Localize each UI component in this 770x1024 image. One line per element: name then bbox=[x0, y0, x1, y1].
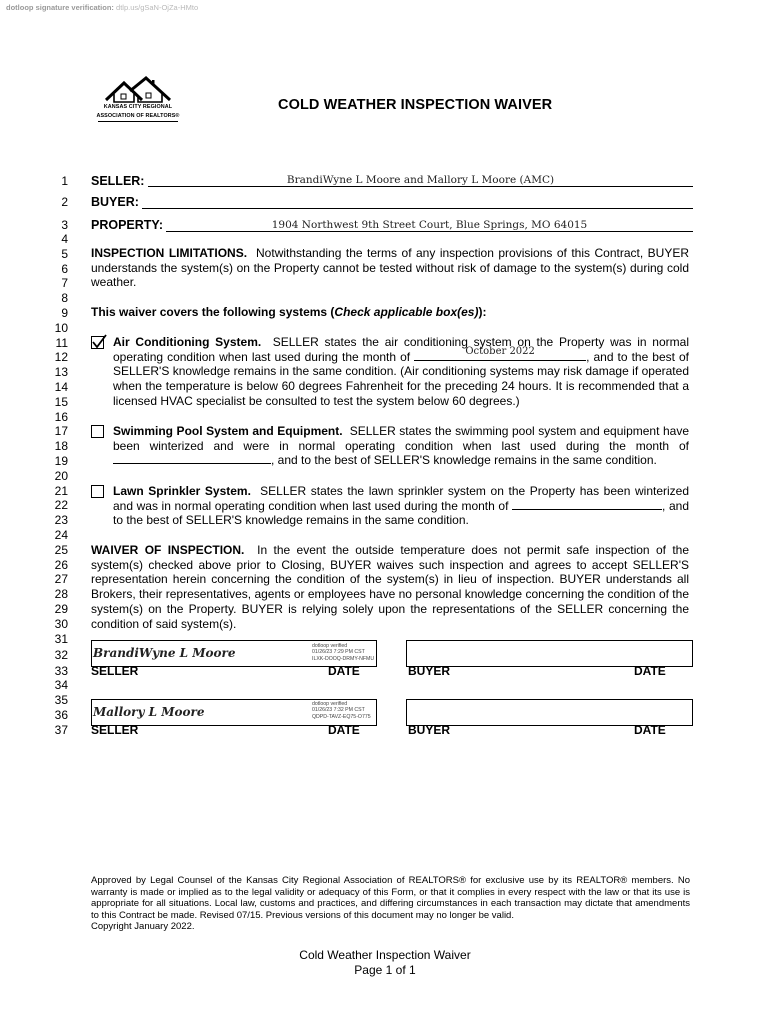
legal-disclaimer: Approved by Legal Counsel of the Kansas City Regional Association of REALTORS® for exclusive use by its REALTOR® members. No warranty is made or implied as to the legal validity or adequacy of this Form, or that it complies in every respect with the law or that its use is appropriate for all situations. Local law, customs and practices, and differing circumstances in each transaction may dictate that amendments to this Contract be made. Revised 07/15. Previous versions of this document may no longer be valid. Copyright January 2022. bbox=[91, 875, 690, 932]
line-number: 26 bbox=[54, 558, 68, 572]
copyright: Copyright January 2022. bbox=[91, 921, 195, 932]
checkmark-icon bbox=[91, 333, 108, 350]
ac-heading: Air Conditioning System. bbox=[113, 335, 262, 349]
seller-field-line bbox=[148, 186, 693, 187]
pool-month-field[interactable] bbox=[113, 453, 271, 464]
pool-checkbox[interactable] bbox=[91, 425, 104, 438]
line-number: 32 bbox=[54, 648, 68, 662]
document-title: COLD WEATHER INSPECTION WAIVER bbox=[278, 97, 553, 113]
page-number: Page 1 of 1 bbox=[354, 963, 416, 977]
seller-label: SELLER: bbox=[91, 174, 145, 188]
line-number: 22 bbox=[54, 498, 68, 512]
line-number: 15 bbox=[54, 395, 68, 409]
buyer-signature-box-1[interactable] bbox=[406, 640, 693, 667]
kcrar-logo bbox=[92, 76, 184, 130]
buyer-label: BUYER: bbox=[91, 195, 139, 209]
waiver-of-inspection-paragraph bbox=[91, 543, 689, 631]
line-number: 17 bbox=[54, 424, 68, 438]
line-number: 19 bbox=[54, 454, 68, 468]
waiver-heading: WAIVER OF INSPECTION. bbox=[91, 543, 245, 557]
seller-signature-1: BrandiWyne L Moore bbox=[93, 646, 236, 660]
line-number: 4 bbox=[61, 232, 68, 246]
line-number: 33 bbox=[54, 664, 68, 678]
dotloop-verified-stamp-2: dotloop verified 01/26/23 7:32 PM CST QDPD-TAVZ-EQ75-O775 bbox=[312, 701, 371, 720]
dotloop-verification-header bbox=[6, 3, 198, 12]
line-number: 24 bbox=[54, 528, 68, 542]
line-number: 23 bbox=[54, 513, 68, 527]
line-number: 14 bbox=[54, 380, 68, 394]
line-number: 27 bbox=[54, 572, 68, 586]
line-number: 28 bbox=[54, 587, 68, 601]
property-label: PROPERTY: bbox=[91, 218, 163, 232]
ac-month-field[interactable]: October 2022 bbox=[414, 350, 586, 361]
houses-icon bbox=[92, 76, 184, 106]
line-number: 11 bbox=[55, 336, 68, 350]
line-number: 31 bbox=[54, 632, 68, 646]
inspection-limitations-text: Notwithstanding the terms of any inspection provisions of this Contract, BUYER understands the system(s) on the Property cannot be tested without risk of damage to the system(s) during cold weather. bbox=[91, 246, 690, 290]
seller-field[interactable]: BrandiWyne L Moore and Mallory L Moore (AMC) bbox=[286, 174, 555, 186]
line-number: 21 bbox=[54, 484, 68, 498]
inspection-limitations-heading: INSPECTION LIMITATIONS. bbox=[91, 246, 248, 260]
sprinkler-section: Lawn Sprinkler System. SELLER states the lawn sprinkler system on the Property has been winterized and was in normal operating condition when last used during the month of , and to the best of SELLER'S knowledge remains in the same condition. bbox=[113, 484, 690, 528]
line-number: 20 bbox=[54, 469, 68, 483]
line-number: 34 bbox=[54, 678, 68, 692]
waiver-text: In the event the outside temperature does not permit safe inspection of the system(s) checked above prior to Closing, BUYER waives such inspection and agrees to accept SELLER'S representation herein concerning the condition of the system(s) in lieu of inspection. BUYER understands all Brokers, their representatives, agents or employees have no personal knowledge concerning the condition of the system(s) on the Property. BUYER is relying solely upon the representations of the SELLER concerning the condition of said system(s). bbox=[91, 543, 689, 631]
logo-line-1: KANSAS CITY REGIONAL bbox=[103, 104, 173, 110]
seller-caption-2: SELLER bbox=[91, 723, 139, 737]
line-number: 12 bbox=[54, 350, 68, 364]
seller-signature-2: Mallory L Moore bbox=[93, 705, 205, 719]
dotloop-verified-stamp-1: dotloop verified 01/26/23 7:29 PM CST ILXK-DOOQ-DRMY-NFMU bbox=[312, 643, 375, 662]
property-field-line bbox=[166, 231, 693, 232]
line-number: 37 bbox=[54, 723, 68, 737]
pool-section: Swimming Pool System and Equipment. SELLER states the swimming pool system and equipment have been winterized and were in normal operating condition when last used during the month of , and to the best of SELLER'S knowledge remains in the same condition. bbox=[113, 424, 690, 468]
dotloop-label: dotloop signature verification: bbox=[6, 3, 114, 12]
sprinkler-month-field[interactable] bbox=[512, 499, 662, 510]
line-number: 8 bbox=[61, 291, 68, 305]
sprinkler-checkbox[interactable] bbox=[91, 485, 104, 498]
buyer-caption-1: BUYER bbox=[408, 664, 451, 678]
seller-caption-1: SELLER bbox=[91, 664, 139, 678]
line-number: 5 bbox=[61, 247, 68, 261]
sprinkler-heading: Lawn Sprinkler System. bbox=[113, 484, 251, 498]
buyer-date-caption-1: DATE bbox=[634, 664, 666, 678]
seller-date-caption-1: DATE bbox=[328, 664, 360, 678]
line-number: 30 bbox=[54, 617, 68, 631]
line-number: 29 bbox=[54, 602, 68, 616]
seller-date-caption-2: DATE bbox=[328, 723, 360, 737]
pool-heading: Swimming Pool System and Equipment. bbox=[113, 424, 343, 438]
line-number: 6 bbox=[61, 262, 68, 276]
buyer-signature-box-2[interactable] bbox=[406, 699, 693, 726]
buyer-date-caption-2: DATE bbox=[634, 723, 666, 737]
waiver-covers-line: This waiver covers the following systems (Check applicable box(es)): bbox=[91, 305, 487, 319]
line-number: 3 bbox=[61, 218, 68, 232]
line-number: 2 bbox=[61, 195, 68, 209]
inspection-limitations-paragraph bbox=[91, 246, 689, 290]
line-number: 16 bbox=[54, 410, 68, 424]
line-number: 18 bbox=[54, 439, 68, 453]
ac-checkbox[interactable] bbox=[91, 336, 104, 349]
buyer-field-line bbox=[142, 208, 693, 209]
logo-line-2: ASSOCIATION OF REALTORS® bbox=[96, 113, 180, 119]
line-number: 35 bbox=[54, 693, 68, 707]
footer-form-title: Cold Weather Inspection Waiver bbox=[299, 948, 471, 962]
line-number: 9 bbox=[61, 306, 68, 320]
property-field[interactable]: 1904 Northwest 9th Street Court, Blue Springs, MO 64015 bbox=[271, 219, 588, 231]
dotloop-link[interactable]: dtlp.us/gSaN-OjZa-HMto bbox=[116, 3, 199, 12]
buyer-caption-2: BUYER bbox=[408, 723, 451, 737]
line-number: 36 bbox=[54, 708, 68, 722]
logo-underline bbox=[98, 121, 178, 122]
line-number: 25 bbox=[54, 543, 68, 557]
ac-section: Air Conditioning System. SELLER states the air conditioning system on the Property was in normal operating condition when last used during the month of October 2022 , and to the best of SELLER'S knowledge remains in the same condition. (Air conditioning systems may risk damage if operated when the temperature is below 60 degrees Fahrenheit for the preceding 24 hours. It is recommended that a licensed HVAC specialist be consulted to test the system below 60 degrees.) bbox=[113, 335, 690, 408]
line-number: 7 bbox=[61, 276, 68, 290]
line-number: 10 bbox=[54, 321, 68, 335]
line-number: 13 bbox=[54, 365, 68, 379]
line-number: 1 bbox=[61, 174, 68, 188]
